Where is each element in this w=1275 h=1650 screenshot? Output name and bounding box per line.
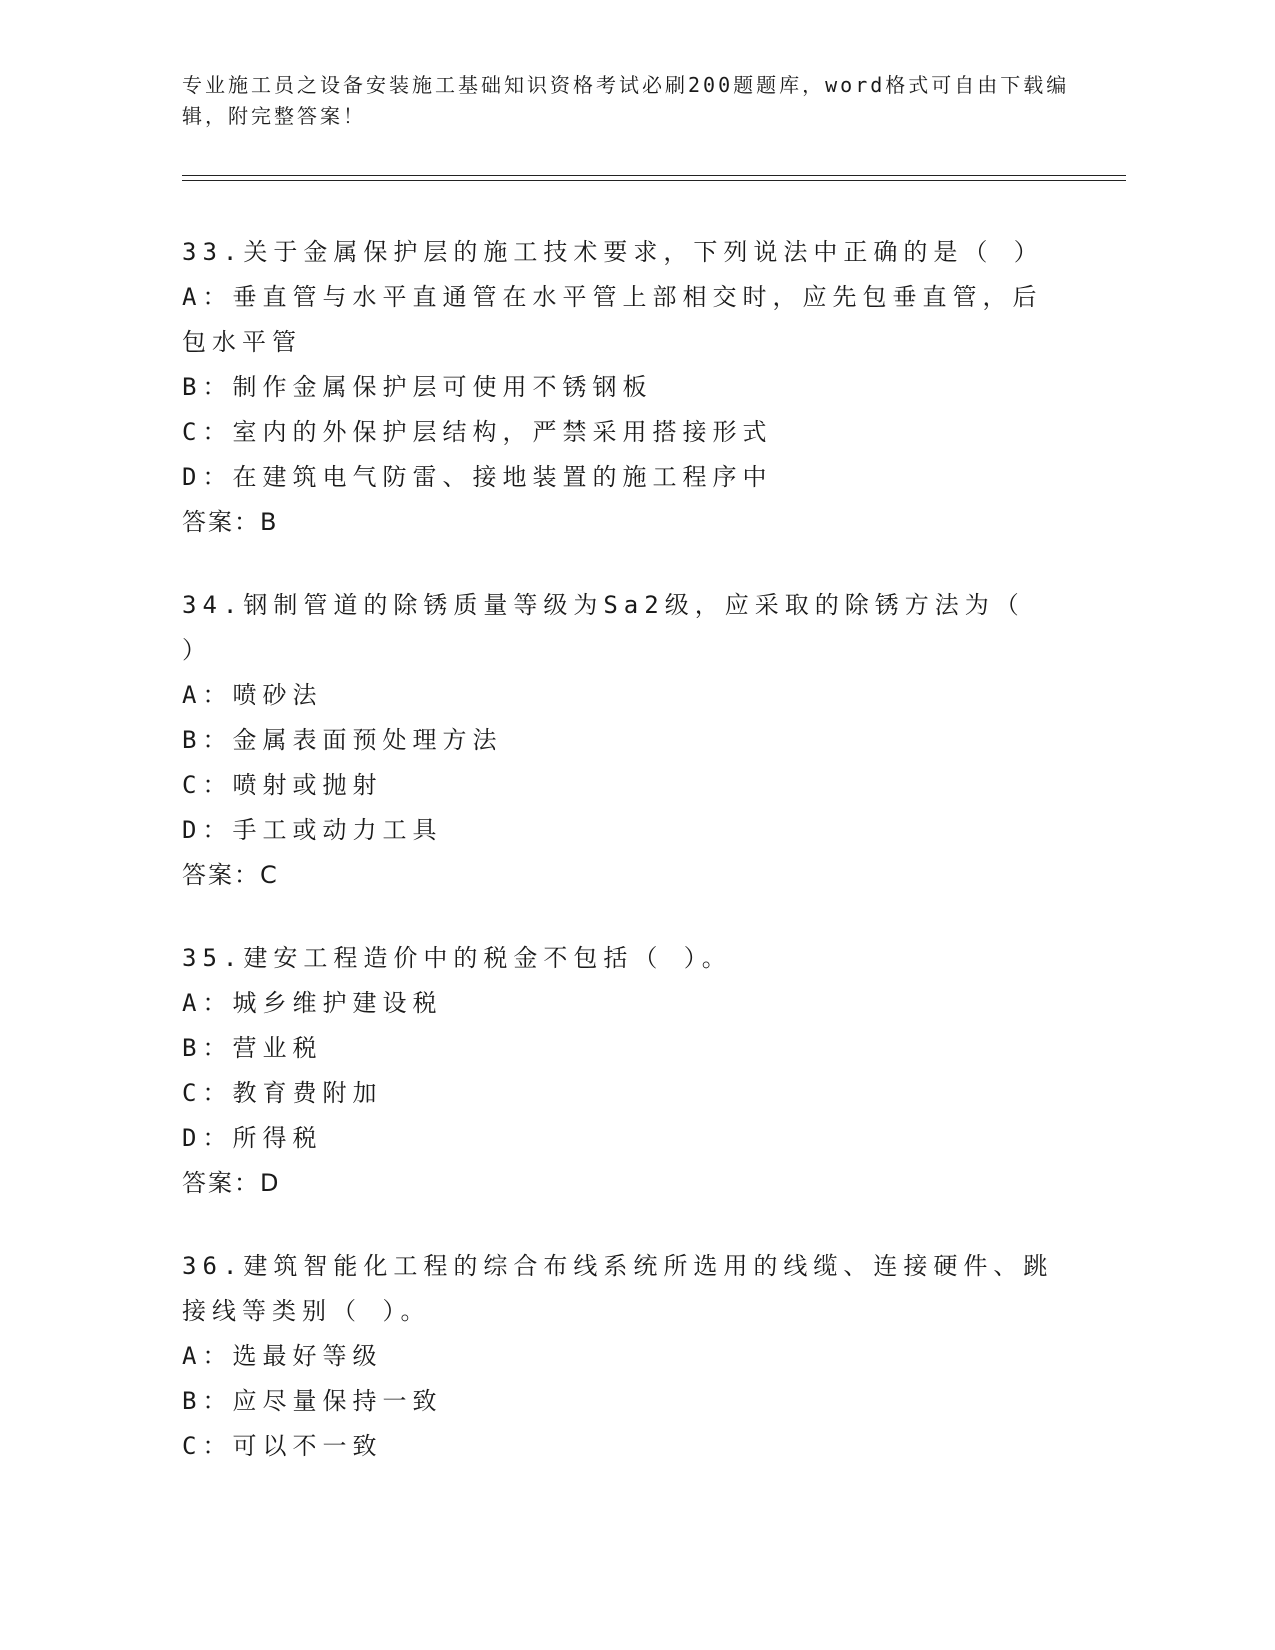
answer-label: 答案：C bbox=[182, 861, 279, 889]
option-a: A：选最好等级 bbox=[182, 1342, 383, 1370]
option-d: D：所得税 bbox=[182, 1124, 323, 1152]
document-header-title: 专业施工员之设备安装施工基础知识资格考试必刷200题题库，word格式可自由下载编辑，附完整答案！ bbox=[182, 73, 1070, 128]
option-d: D：在建筑电气防雷、接地装置的施工程序中 bbox=[182, 463, 773, 491]
question-33 bbox=[182, 230, 1062, 545]
option-c: C：教育费附加 bbox=[182, 1079, 383, 1107]
option-a: A：喷砂法 bbox=[182, 681, 323, 709]
question-36 bbox=[182, 1244, 1062, 1469]
question-list bbox=[182, 230, 1062, 1507]
header-divider-top bbox=[182, 175, 1126, 176]
question-stem: 34.钢制管道的除锈质量等级为Sa2级，应采取的除锈方法为（ ） bbox=[182, 591, 1025, 664]
option-a: A：城乡维护建设税 bbox=[182, 989, 443, 1017]
question-stem: 33.关于金属保护层的施工技术要求，下列说法中正确的是（ ） bbox=[182, 238, 1044, 266]
option-c: C：可以不一致 bbox=[182, 1432, 383, 1460]
question-stem: 36.建筑智能化工程的综合布线系统所选用的线缆、连接硬件、跳接线等类别（ ）。 bbox=[182, 1252, 1054, 1325]
question-35 bbox=[182, 936, 1062, 1206]
option-b: B：制作金属保护层可使用不锈钢板 bbox=[182, 373, 653, 401]
option-b: B：营业税 bbox=[182, 1034, 323, 1062]
option-d: D：手工或动力工具 bbox=[182, 816, 443, 844]
header-divider-bottom bbox=[182, 180, 1126, 181]
question-stem: 35.建安工程造价中的税金不包括（ ）。 bbox=[182, 944, 732, 972]
answer-label: 答案：D bbox=[182, 1169, 281, 1197]
question-34 bbox=[182, 583, 1062, 898]
option-c: C：喷射或抛射 bbox=[182, 771, 383, 799]
answer-label: 答案：B bbox=[182, 508, 279, 536]
option-c: C：室内的外保护层结构，严禁采用搭接形式 bbox=[182, 418, 773, 446]
option-a: A：垂直管与水平直通管在水平管上部相交时，应先包垂直管，后包水平管 bbox=[182, 283, 1043, 356]
option-b: B：金属表面预处理方法 bbox=[182, 726, 503, 754]
option-b: B：应尽量保持一致 bbox=[182, 1387, 443, 1415]
